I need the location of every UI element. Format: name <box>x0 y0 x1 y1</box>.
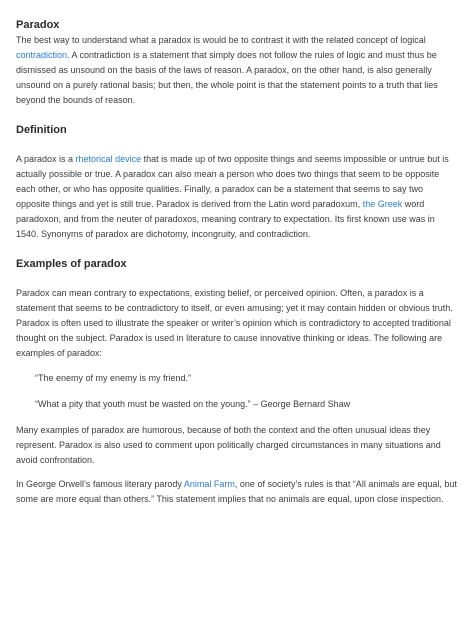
page-title: Paradox <box>16 19 60 31</box>
the-greek-link[interactable]: the Greek <box>362 199 403 209</box>
definition-paragraph <box>16 152 458 242</box>
orwell-text-continued: , one of society’s rules is that “All animals are equal, but some are more equal than others.” This statement implies that no animals are equal, upon close inspection. <box>16 479 457 504</box>
examples-intro-paragraph: Paradox can mean contrary to expectations, existing belief, or perceived opinion. Often, a paradox is a statement that seems to be contradictory to itself, or even amusing; yet it may contain hidden or obvious truth. Paradox is often used to illustrate the speaker or writer’s opinion which is contradictory to accepted traditional thought on the subject. Paradox is used in literature to cause innovative thinking or ideas. The following are examples of paradox: <box>16 288 453 358</box>
definition-text: A paradox is a <box>16 154 76 164</box>
examples-heading: Examples of paradox <box>16 258 127 270</box>
animal-farm-link[interactable]: Animal Farm <box>183 479 235 489</box>
contradiction-link[interactable]: contradiction <box>16 50 68 60</box>
orwell-paragraph <box>16 477 458 507</box>
example-quote-shaw: “What a pity that youth must be wasted on the young.” – George Bernard Shaw <box>35 399 351 409</box>
definition-text-continued: that is made up of two opposite things and seems impossible or untrue but is actually possible or true. A paradox can also mean a person who does two things that seem to be opposite each other, or who has opposite qualities. Finally, a paradox can be a statement that seems to say two opposite things and yet is still true. Paradox is derived from the Latin word paradoxum, <box>16 154 449 209</box>
rhetorical-device-link[interactable]: rhetorical device <box>75 154 142 164</box>
orwell-text: In George Orwell’s famous literary parody <box>16 479 184 489</box>
intro-paragraph <box>16 33 458 108</box>
intro-text-continued: . A contradiction is a statement that simply does not follow the rules of logic and must thus be dismissed as unsound on the basis of the laws of reason. A paradox, on the other hand, is also generally unsound on a purely rational basis; but then, the whole point is that the statement points to a truth that lies beyond the bounds of reason. <box>16 50 438 105</box>
example-quote: “The enemy of my enemy is my friend.” <box>35 373 192 383</box>
definition-heading: Definition <box>16 124 67 136</box>
intro-text: The best way to understand what a paradox is would be to contrast it with the related concept of logical <box>16 35 426 45</box>
humorous-examples-paragraph: Many examples of paradox are humorous, because of both the context and the often unusual ideas they represent. Paradox is also used to comment upon politically charged circumstances in many situations and avoid confrontation. <box>16 425 441 465</box>
definition-text-end: word paradoxon, and from the neuter of paradoxos, meaning contrary to expectation. Its first known use was in 1540. Synonyms of paradox are dichotomy, incongruity, and contradiction. <box>16 199 435 239</box>
